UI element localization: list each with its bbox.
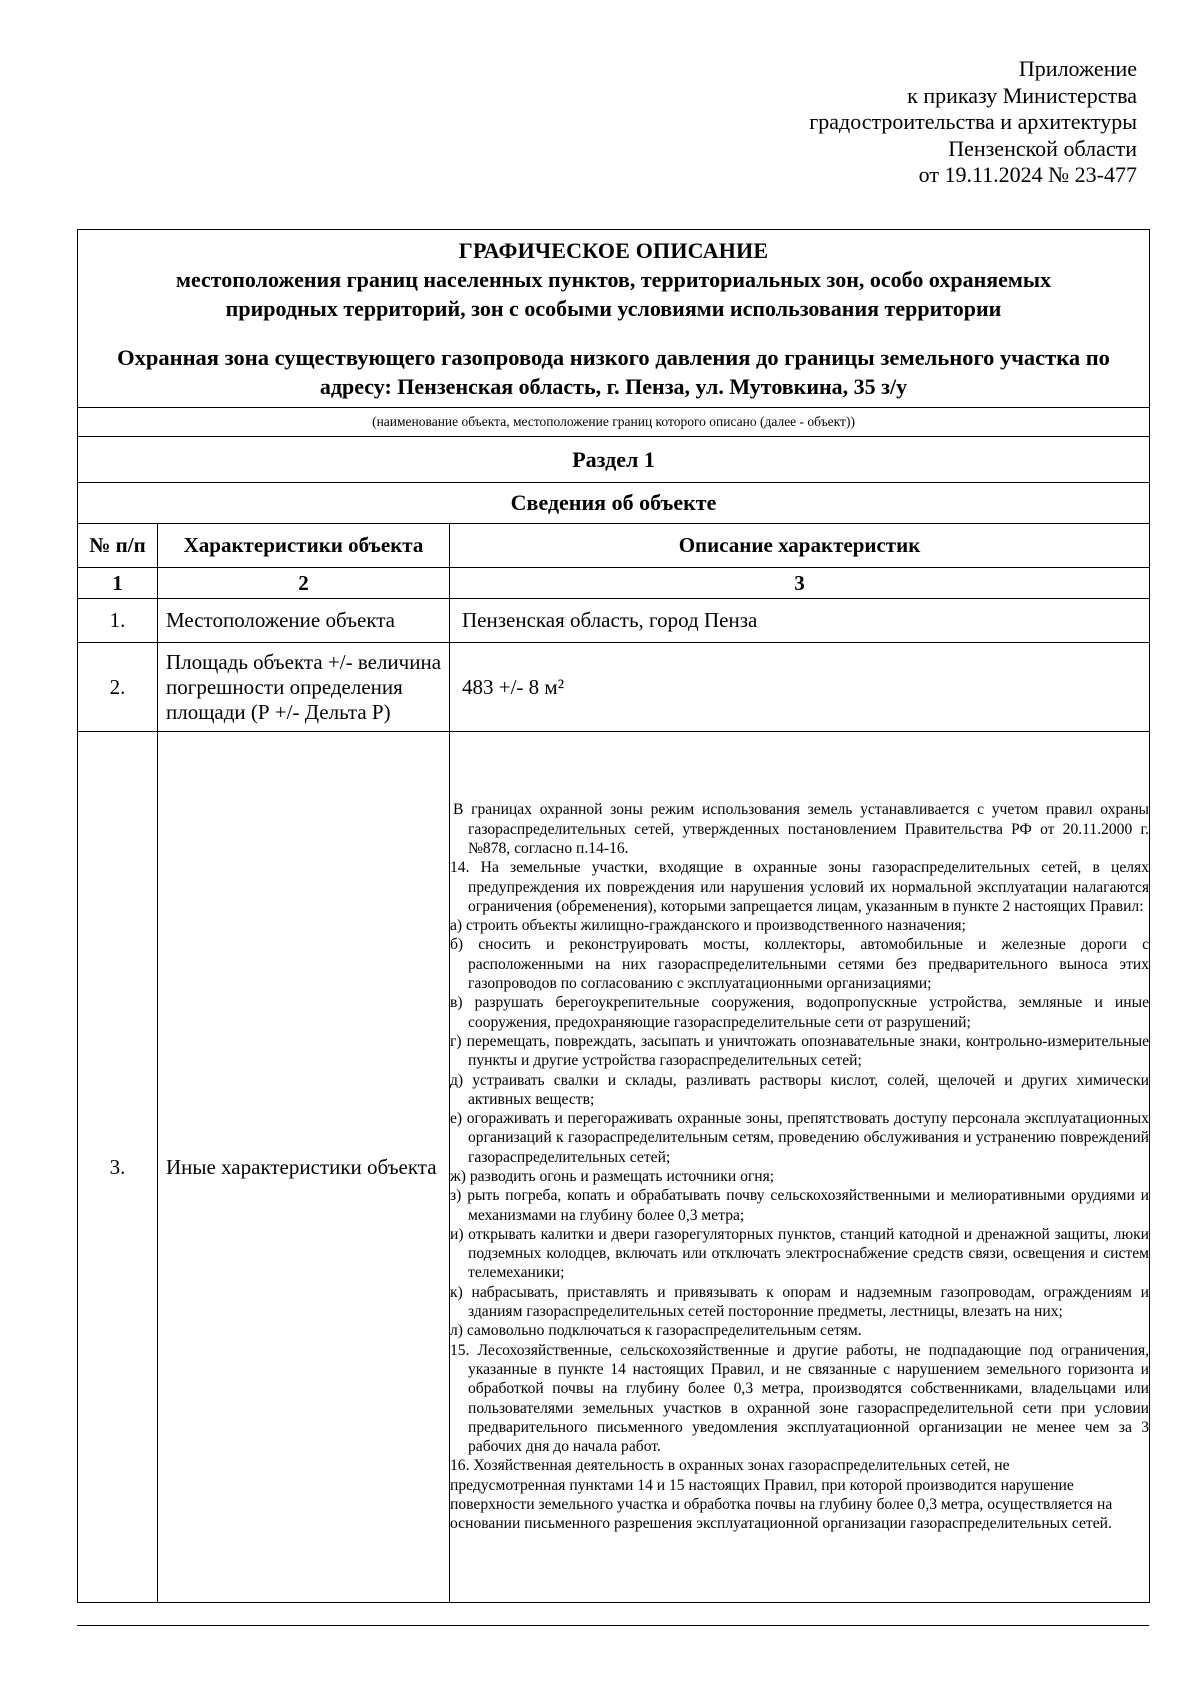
- table-row: [78, 732, 1150, 1603]
- object-name-line: Охранная зона существующего газопровода низкого давления до границы земельного участка по: [117, 345, 1110, 370]
- description-paragraph: д) устраивать свалки и склады, разливать растворы кислот, солей, щелочей и других химически активных веществ;: [450, 1071, 1150, 1108]
- appendix-line: к приказу Министерства: [907, 82, 1137, 108]
- description-paragraph: в) разрушать берегоукрепительные сооружения, водопропускные устройства, земляные и иные сооружения, предохраняющие газораспределительные сети от разрушений;: [450, 994, 1150, 1031]
- row-number: 1.: [78, 599, 158, 643]
- characteristic-value: Пензенская область, город Пенза: [450, 599, 1150, 643]
- description-paragraph: 15. Лесохозяйственные, сельскохозяйственные и другие работы, не подпадающие под ограничения, указанные в пункте 14 настоящих Правил, и не связанные с нарушением земельного горизонта и обработкой почвы на глубину более 0,3 метра, производятся собственниками, владельцами или пользователями земельных участков в охранной зоне газораспределительной сети при условии предварительного письменного уведомления эксплуатационной организации не менее чем за 3 рабочих дня до начала работ.: [450, 1341, 1150, 1456]
- description-paragraph: а) строить объекты жилищно-гражданского и производственного назначения;: [450, 917, 966, 935]
- table-row: [78, 643, 1150, 732]
- description-paragraph: В границах охранной зоны режим использования земель устанавливается с учетом правил охраны газораспределительных сетей, утвержденных постановлением Правительства РФ от 20.11.2000 г. №878, согласно п.14-16.: [453, 801, 1150, 857]
- appendix-line: градостроительства и архитектуры: [809, 109, 1137, 134]
- column-header: № п/п: [78, 524, 158, 568]
- appendix-date-number: от 19.11.2024 № 23-477: [918, 162, 1137, 187]
- description-paragraph: л) самовольно подключаться к газораспределительным сетям.: [450, 1322, 862, 1340]
- description-paragraph: 16. Хозяйственная деятельность в охранных зонах газораспределительных сетей, не предусмотренная пунктами 14 и 15 настоящих Правил, при которой производится нарушение поверхности земельного участка и обработка почвы на глубину более 0,3 метра, осуществляется на основании письменного разрешения эксплуатационной организации газораспределительных сетей.: [450, 1457, 1113, 1533]
- characteristic-name: Площадь объекта +/- величина погрешности определения площади (Р +/- Дельта Р): [158, 643, 450, 732]
- appendix-header: [617, 56, 1137, 189]
- description-paragraph: г) перемещать, повреждать, засыпать и уничтожать опознавательные знаки, контрольно-измерительные пункты и другие устройства газораспределительных сетей;: [450, 1032, 1150, 1070]
- table-bottom-rule: [77, 1625, 1149, 1626]
- appendix-line: Пензенской области: [948, 135, 1137, 161]
- title-block: [78, 230, 1150, 408]
- object-name-line: адресу: Пензенская область, г. Пенза, ул. Мутовкина, 35 з/у: [319, 374, 908, 399]
- description-paragraph: з) рыть погреба, копать и обрабатывать почву сельскохозяйственными и мелиоративными орудиями и механизмами на глубину более 0,3 метра;: [450, 1187, 1150, 1224]
- description-paragraph: б) сносить и реконструировать мосты, коллекторы, автомобильные и железные дороги с расположенными на них газораспределительными сетями без предварительного выноса этих газопроводов по согласованию с эксплуатационными организациями;: [450, 936, 1150, 993]
- table-row: [78, 599, 1150, 643]
- column-header: Характеристики объекта: [158, 524, 450, 568]
- description-paragraph: ж) разводить огонь и размещать источники огня;: [450, 1168, 775, 1185]
- document-subtitle-line: местоположения границ населенных пунктов, территориальных зон, особо охраняемых: [175, 267, 1052, 292]
- column-header: Описание характеристик: [450, 524, 1150, 568]
- row-number: 2.: [78, 643, 158, 732]
- characteristic-name: Местоположение объекта: [158, 599, 450, 643]
- column-number: 3: [450, 568, 1150, 599]
- document-subtitle-line: природных территорий, зон с особыми условиями использования территории: [225, 296, 1002, 321]
- column-number: 1: [78, 568, 158, 599]
- object-caption: (наименование объекта, местоположение границ которого описано (далее - объект)): [78, 408, 1150, 437]
- graphic-description-table: [77, 229, 1150, 1603]
- info-heading: Сведения об объекте: [78, 483, 1150, 524]
- column-number: 2: [158, 568, 450, 599]
- row-number: 3.: [78, 732, 158, 1603]
- appendix-line: Приложение: [1018, 56, 1137, 81]
- section-heading: Раздел 1: [78, 437, 1150, 483]
- description-paragraph: е) огораживать и перегораживать охранные зоны, препятствовать доступу персонала эксплуатационных организаций к газораспределительным сетям, проведению обслуживания и устранению повреждений газораспределительных сетей;: [450, 1110, 1150, 1166]
- description-paragraph: к) набрасывать, приставлять и привязывать к опорам и надземным газопроводам, ограждениям и зданиям газораспределительных сетей посторонние предметы, лестницы, влезать на них;: [450, 1283, 1150, 1321]
- description-paragraph: и) открывать калитки и двери газорегуляторных пунктов, станций катодной и дренажной защиты, люки подземных колодцев, включать или отключать электроснабжение средств связи, освещения и систем телемеханики;: [450, 1225, 1150, 1282]
- characteristic-value: 483 +/- 8 м²: [450, 643, 1150, 732]
- document-title: ГРАФИЧЕСКОЕ ОПИСАНИЕ: [458, 238, 769, 263]
- description-paragraph: 14. На земельные участки, входящие в охранные зоны газораспределительных сетей, в целях предупреждения их повреждения или нарушения условий их нормальной эксплуатации налагаются ограничения (обременения), которыми запрещается лицам, указанным в пункте 2 настоящих Правил:: [450, 859, 1150, 915]
- characteristic-description: [450, 732, 1150, 1603]
- characteristic-name: Иные характеристики объекта: [158, 732, 450, 1603]
